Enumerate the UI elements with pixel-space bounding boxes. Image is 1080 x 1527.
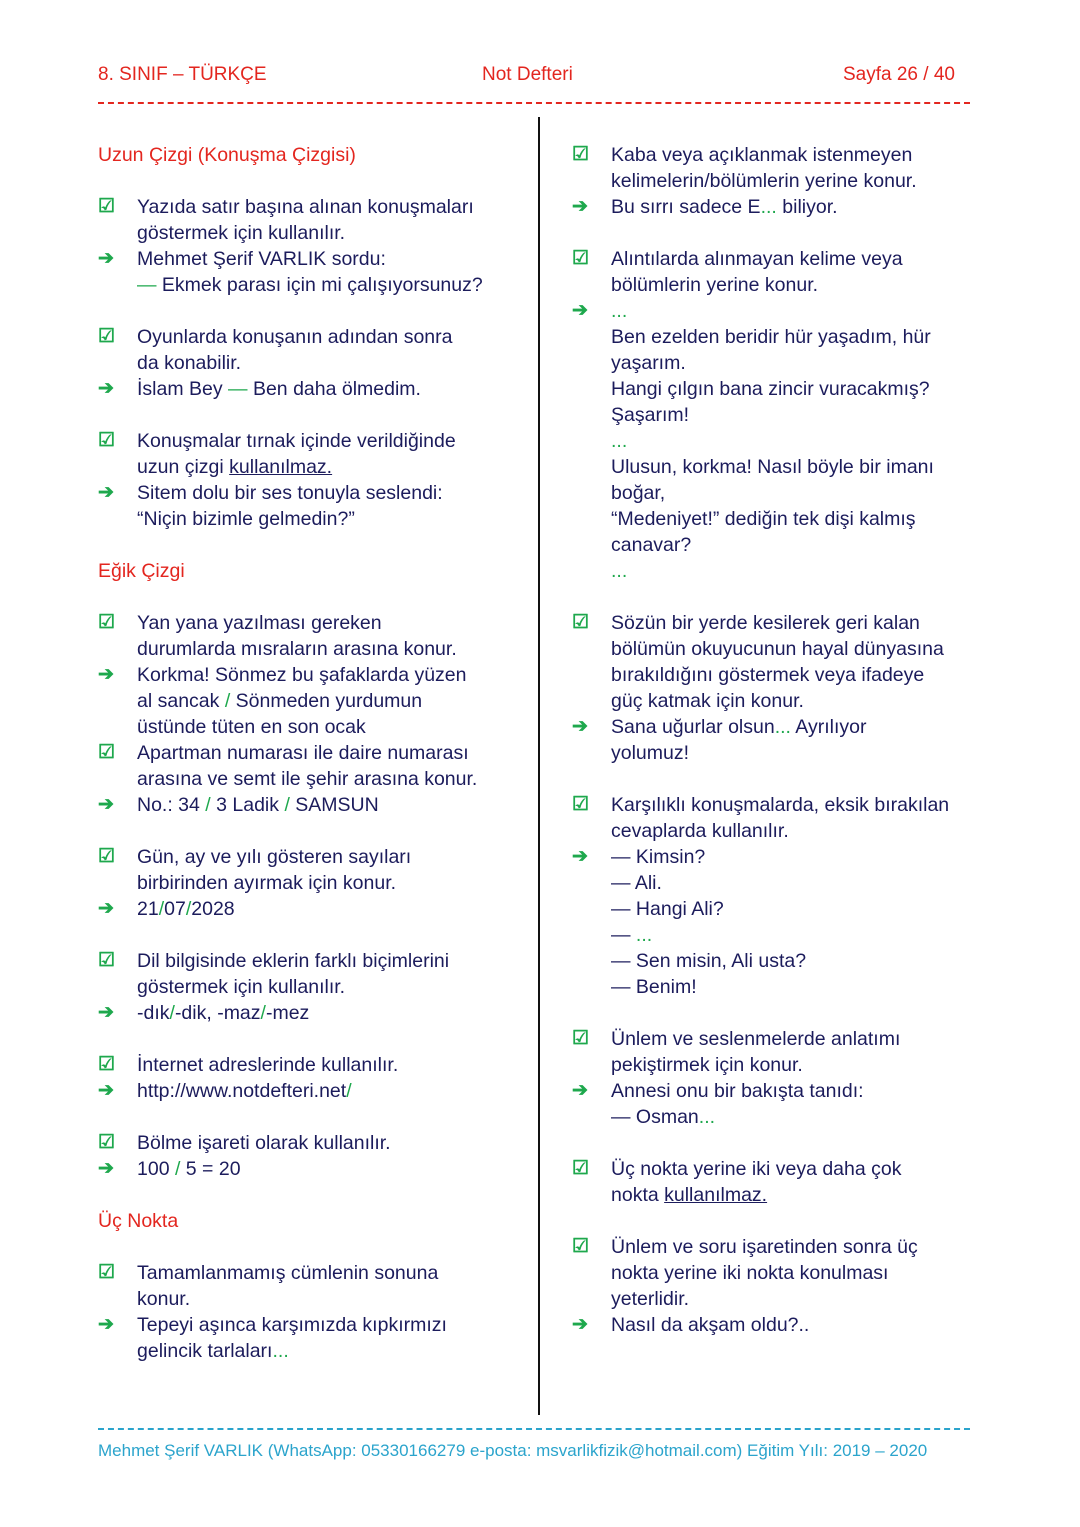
line-text: Üç Nokta xyxy=(98,1210,179,1232)
left-column xyxy=(98,142,528,1364)
arrow-right-icon: ➔ xyxy=(98,482,114,503)
line-text: göstermek için kullanılır. xyxy=(137,976,346,998)
line-text: No.: 34 xyxy=(137,794,206,816)
rule-item xyxy=(98,948,528,974)
line-text: -mez xyxy=(265,1002,310,1024)
example-item xyxy=(98,1156,528,1182)
text-line xyxy=(98,584,528,610)
text-line xyxy=(572,1182,1002,1208)
line-text: Tepeyi aşınca karşımızda kıpkırmızı xyxy=(137,1314,447,1336)
arrow-right-icon: ➔ xyxy=(572,196,588,217)
text-line xyxy=(572,662,1002,688)
line-text: İslam Bey xyxy=(137,378,229,400)
line-text: cevaplarda kullanılır. xyxy=(611,820,789,842)
text-line xyxy=(572,1260,1002,1286)
footer-divider xyxy=(98,1428,970,1430)
arrow-right-icon: ➔ xyxy=(98,1080,114,1101)
line-text: Apartman numarası ile daire numarası xyxy=(137,742,469,764)
arrow-right-icon: ➔ xyxy=(98,1314,114,1335)
line-text: — Kimsin? xyxy=(611,846,706,868)
line-text: da konabilir. xyxy=(137,352,242,374)
highlighted-punctuation: ... xyxy=(611,300,628,322)
text-line xyxy=(572,506,1002,532)
arrow-right-icon: ➔ xyxy=(98,898,114,919)
text-line xyxy=(98,220,528,246)
text-line xyxy=(572,1104,1002,1130)
checkbox-checked-icon: ☑ xyxy=(572,1236,590,1257)
checkbox-checked-icon: ☑ xyxy=(572,1158,590,1179)
line-text: SAMSUN xyxy=(289,794,379,816)
line-text: Bölme işareti olarak kullanılır. xyxy=(137,1132,391,1154)
example-item xyxy=(572,844,1002,870)
footer-credits: Mehmet Şerif VARLIK (WhatsApp: 05330166279 e-posta: msvarlikfizik@hotmail.com) Eğitim Yılı: 2019 – 2020 xyxy=(98,1441,928,1460)
rule-item xyxy=(572,1026,1002,1052)
line-text: Hangi çılgın bana zincir vuracakmış? xyxy=(611,378,930,400)
line-text: Yan yana yazılması gereken xyxy=(137,612,382,634)
text-line xyxy=(572,1286,1002,1312)
text-line xyxy=(572,376,1002,402)
example-item xyxy=(98,480,528,506)
line-text: Üç nokta yerine iki veya daha çok xyxy=(611,1158,902,1180)
line-text: 5 = 20 xyxy=(180,1158,241,1180)
line-text: arasına ve semt ile şehir arasına konur. xyxy=(137,768,478,790)
example-item xyxy=(98,792,528,818)
line-text: Sözün bir yerde kesilerek geri kalan xyxy=(611,612,920,634)
highlighted-punctuation: ... xyxy=(272,1340,289,1362)
rule-item xyxy=(98,740,528,766)
line-text: nokta yerine iki nokta konulması xyxy=(611,1262,889,1284)
example-item xyxy=(572,714,1002,740)
text-line xyxy=(98,1182,528,1208)
text-line xyxy=(98,402,528,428)
checkbox-checked-icon: ☑ xyxy=(98,1132,116,1153)
underlined-text: kullanılmaz. xyxy=(664,1184,768,1206)
example-item xyxy=(98,376,528,402)
highlighted-punctuation: / xyxy=(260,1002,266,1024)
highlighted-punctuation: ... xyxy=(611,430,628,452)
line-text: Nasıl da akşam oldu?.. xyxy=(611,1314,810,1336)
text-line xyxy=(572,480,1002,506)
rule-item xyxy=(98,844,528,870)
line-text: Sönmeden yurdumun xyxy=(230,690,423,712)
line-text: Ayrılıyor xyxy=(790,716,867,738)
line-text: Sana uğurlar olsun xyxy=(611,716,775,738)
text-line xyxy=(572,922,1002,948)
highlighted-punctuation: ... xyxy=(774,716,791,738)
line-text: Ekmek parası için mi çalışıyorsunuz? xyxy=(156,274,483,296)
checkbox-checked-icon: ☑ xyxy=(572,144,590,165)
text-line xyxy=(98,922,528,948)
section-heading xyxy=(98,558,528,584)
checkbox-checked-icon: ☑ xyxy=(98,196,116,217)
header-title: Not Defteri xyxy=(482,64,573,85)
rule-item xyxy=(572,142,1002,168)
arrow-right-icon: ➔ xyxy=(572,716,588,737)
rule-item xyxy=(572,246,1002,272)
section-heading xyxy=(98,142,528,168)
line-text: al sancak xyxy=(137,690,225,712)
text-line xyxy=(572,818,1002,844)
text-line xyxy=(98,1026,528,1052)
example-item xyxy=(98,246,528,272)
line-text: Ünlem ve seslenmelerde anlatımı xyxy=(611,1028,901,1050)
line-text: Oyunlarda konuşanın adından sonra xyxy=(137,326,453,348)
text-line xyxy=(572,688,1002,714)
line-text: Sitem dolu bir ses tonuyla seslendi: xyxy=(137,482,443,504)
text-line xyxy=(572,272,1002,298)
line-text: güç katmak için konur. xyxy=(611,690,804,712)
checkbox-checked-icon: ☑ xyxy=(98,612,116,633)
line-text: Bu sırrı sadece E xyxy=(611,196,761,218)
line-text: uzun çizgi xyxy=(137,456,230,478)
highlighted-punctuation: ... xyxy=(635,924,653,946)
line-text: durumlarda mısraların arasına konur. xyxy=(137,638,457,660)
line-text: Uzun Çizgi (Konuşma Çizgisi) xyxy=(98,144,356,166)
line-text: boğar, xyxy=(611,482,666,504)
section-heading xyxy=(98,1208,528,1234)
checkbox-checked-icon: ☑ xyxy=(98,430,116,451)
line-text: İnternet adreslerinde kullanılır. xyxy=(137,1054,399,1076)
highlighted-punctuation: / xyxy=(224,690,231,712)
line-text: Ünlem ve soru işaretinden sonra üç xyxy=(611,1236,918,1258)
line-text: 2028 xyxy=(191,898,235,920)
text-line xyxy=(98,350,528,376)
example-item xyxy=(572,194,1002,220)
arrow-right-icon: ➔ xyxy=(98,794,114,815)
line-text: Karşılıklı konuşmalarda, eksik bırakılan xyxy=(611,794,950,816)
line-text: http://www.notdefteri.net xyxy=(137,1080,347,1102)
line-text: bırakıldığını göstermek veya ifadeye xyxy=(611,664,925,686)
example-item xyxy=(98,1078,528,1104)
line-text: Şaşarım! xyxy=(611,404,690,426)
text-line xyxy=(572,584,1002,610)
column-divider xyxy=(538,117,540,1415)
line-text: Mehmet Şerif VARLIK sordu: xyxy=(137,248,386,270)
line-text: Alıntılarda alınmayan kelime veya xyxy=(611,248,903,270)
arrow-right-icon: ➔ xyxy=(572,846,588,867)
text-line xyxy=(572,324,1002,350)
text-line xyxy=(572,740,1002,766)
checkbox-checked-icon: ☑ xyxy=(572,794,590,815)
text-line xyxy=(572,168,1002,194)
line-text: 21 xyxy=(137,898,159,920)
line-text: Ulusun, korkma! Nasıl böyle bir imanı xyxy=(611,456,934,478)
line-text: Gün, ay ve yılı gösteren sayıları xyxy=(137,846,412,868)
checkbox-checked-icon: ☑ xyxy=(98,846,116,867)
checkbox-checked-icon: ☑ xyxy=(98,1262,116,1283)
text-line xyxy=(98,298,528,324)
highlighted-punctuation: / xyxy=(346,1080,352,1102)
line-text: canavar? xyxy=(611,534,692,556)
line-text: biliyor. xyxy=(776,196,838,218)
checkbox-checked-icon: ☑ xyxy=(98,950,116,971)
line-text: yeterlidir. xyxy=(611,1288,690,1310)
text-line xyxy=(572,1052,1002,1078)
rule-item xyxy=(98,428,528,454)
line-text: birbirinden ayırmak için konur. xyxy=(137,872,397,894)
line-text: Annesi onu bir bakışta tanıdı: xyxy=(611,1080,864,1102)
line-text: göstermek için kullanılır. xyxy=(137,222,346,244)
text-line xyxy=(98,532,528,558)
text-line xyxy=(572,350,1002,376)
text-line xyxy=(98,870,528,896)
header-page-number: Sayfa 26 / 40 xyxy=(843,64,955,85)
highlighted-punctuation: ... xyxy=(611,560,628,582)
text-line xyxy=(98,1104,528,1130)
text-line xyxy=(572,1000,1002,1026)
rule-item xyxy=(98,610,528,636)
example-item xyxy=(98,662,528,688)
checkbox-checked-icon: ☑ xyxy=(572,248,590,269)
example-item xyxy=(98,1000,528,1026)
arrow-right-icon: ➔ xyxy=(572,1314,588,1335)
example-item xyxy=(98,896,528,922)
example-item xyxy=(98,1312,528,1338)
text-line xyxy=(98,974,528,1000)
rule-item xyxy=(98,324,528,350)
line-text: Ben daha ölmedim. xyxy=(247,378,421,400)
checkbox-checked-icon: ☑ xyxy=(572,612,590,633)
rule-item xyxy=(572,1156,1002,1182)
checkbox-checked-icon: ☑ xyxy=(98,742,116,763)
line-text: Tamamlanmamış cümlenin sonuna xyxy=(137,1262,439,1284)
highlighted-punctuation: ... xyxy=(760,196,777,218)
rule-item xyxy=(98,1052,528,1078)
text-line xyxy=(572,766,1002,792)
line-text: pekiştirmek için konur. xyxy=(611,1054,803,1076)
line-text: 100 xyxy=(137,1158,175,1180)
text-line xyxy=(98,272,528,298)
arrow-right-icon: ➔ xyxy=(98,378,114,399)
text-line xyxy=(98,1286,528,1312)
line-text: Korkma! Sönmez bu şafaklarda yüzen xyxy=(137,664,467,686)
highlighted-punctuation: — xyxy=(137,274,157,296)
highlighted-punctuation: / xyxy=(284,794,290,816)
line-text: nokta xyxy=(611,1184,665,1206)
text-line xyxy=(572,870,1002,896)
text-line xyxy=(572,558,1002,584)
text-line xyxy=(98,636,528,662)
rule-item xyxy=(98,1260,528,1286)
underlined-text: kullanılmaz. xyxy=(229,456,333,478)
highlighted-punctuation: ... xyxy=(698,1106,716,1128)
line-text: kelimelerin/bölümlerin yerine konur. xyxy=(611,170,917,192)
example-item xyxy=(572,1312,1002,1338)
line-text: — Hangi Ali? xyxy=(611,898,724,920)
checkbox-checked-icon: ☑ xyxy=(98,326,116,347)
checkbox-checked-icon: ☑ xyxy=(572,1028,590,1049)
rule-item xyxy=(572,792,1002,818)
rule-item xyxy=(98,194,528,220)
text-line xyxy=(572,1130,1002,1156)
text-line xyxy=(572,454,1002,480)
text-line xyxy=(572,974,1002,1000)
line-text: Yazıda satır başına alınan konuşmaları xyxy=(137,196,474,218)
text-line xyxy=(572,636,1002,662)
line-text: bölümün okuyucunun hayal dünyasına xyxy=(611,638,944,660)
text-line xyxy=(572,532,1002,558)
arrow-right-icon: ➔ xyxy=(572,1080,588,1101)
text-line xyxy=(572,428,1002,454)
line-text: 3 Ladik xyxy=(210,794,285,816)
example-item xyxy=(572,1078,1002,1104)
rule-item xyxy=(572,610,1002,636)
text-line xyxy=(98,168,528,194)
line-text: bölümlerin yerine konur. xyxy=(611,274,819,296)
highlighted-punctuation: / xyxy=(169,1002,175,1024)
line-text: “Medeniyet!” dediğin tek dişi kalmış xyxy=(611,508,916,530)
line-text: — Sen misin, Ali usta? xyxy=(611,950,807,972)
arrow-right-icon: ➔ xyxy=(98,664,114,685)
highlighted-punctuation: / xyxy=(174,1158,181,1180)
header-divider xyxy=(98,102,970,104)
line-text: Kaba veya açıklanmak istenmeyen xyxy=(611,144,913,166)
arrow-right-icon: ➔ xyxy=(572,300,588,321)
text-line xyxy=(98,454,528,480)
line-text: Konuşmalar tırnak içinde verildiğinde xyxy=(137,430,456,452)
highlighted-punctuation: / xyxy=(158,898,165,920)
highlighted-punctuation: / xyxy=(205,794,211,816)
line-text: — Benim! xyxy=(611,976,697,998)
text-line xyxy=(572,1208,1002,1234)
highlighted-punctuation: / xyxy=(185,898,192,920)
line-text: — xyxy=(611,924,636,946)
text-line xyxy=(98,688,528,714)
line-text: -dik, -maz xyxy=(174,1002,261,1024)
text-line xyxy=(572,402,1002,428)
line-text: “Niçin bizimle gelmedin?” xyxy=(137,508,355,530)
text-line xyxy=(98,506,528,532)
line-text: Eğik Çizgi xyxy=(98,560,185,582)
text-line xyxy=(98,818,528,844)
rule-item xyxy=(572,1234,1002,1260)
line-text: yolumuz! xyxy=(611,742,690,764)
text-line xyxy=(98,766,528,792)
line-text: -dık xyxy=(137,1002,170,1024)
text-line xyxy=(98,714,528,740)
line-text: konur. xyxy=(137,1288,191,1310)
arrow-right-icon: ➔ xyxy=(98,1158,114,1179)
line-text: — Osman xyxy=(611,1106,699,1128)
line-text: yaşarım. xyxy=(611,352,686,374)
highlighted-punctuation: — xyxy=(228,378,248,400)
text-line xyxy=(98,1234,528,1260)
text-line xyxy=(572,220,1002,246)
line-text: 07 xyxy=(164,898,186,920)
line-text: Ben ezelden beridir hür yaşadım, hür xyxy=(611,326,931,348)
rule-item xyxy=(98,1130,528,1156)
line-text: üstünde tüten en son ocak xyxy=(137,716,366,738)
text-line xyxy=(572,948,1002,974)
text-line xyxy=(98,1338,528,1364)
line-text: — Ali. xyxy=(611,872,662,894)
header-class-subject: 8. SINIF – TÜRKÇE xyxy=(98,64,267,85)
text-line xyxy=(572,896,1002,922)
example-item xyxy=(572,298,1002,324)
checkbox-checked-icon: ☑ xyxy=(98,1054,116,1075)
line-text: gelincik tarlaları xyxy=(137,1340,273,1362)
line-text: Dil bilgisinde eklerin farklı biçimlerini xyxy=(137,950,450,972)
arrow-right-icon: ➔ xyxy=(98,1002,114,1023)
right-column xyxy=(572,142,1002,1338)
arrow-right-icon: ➔ xyxy=(98,248,114,269)
